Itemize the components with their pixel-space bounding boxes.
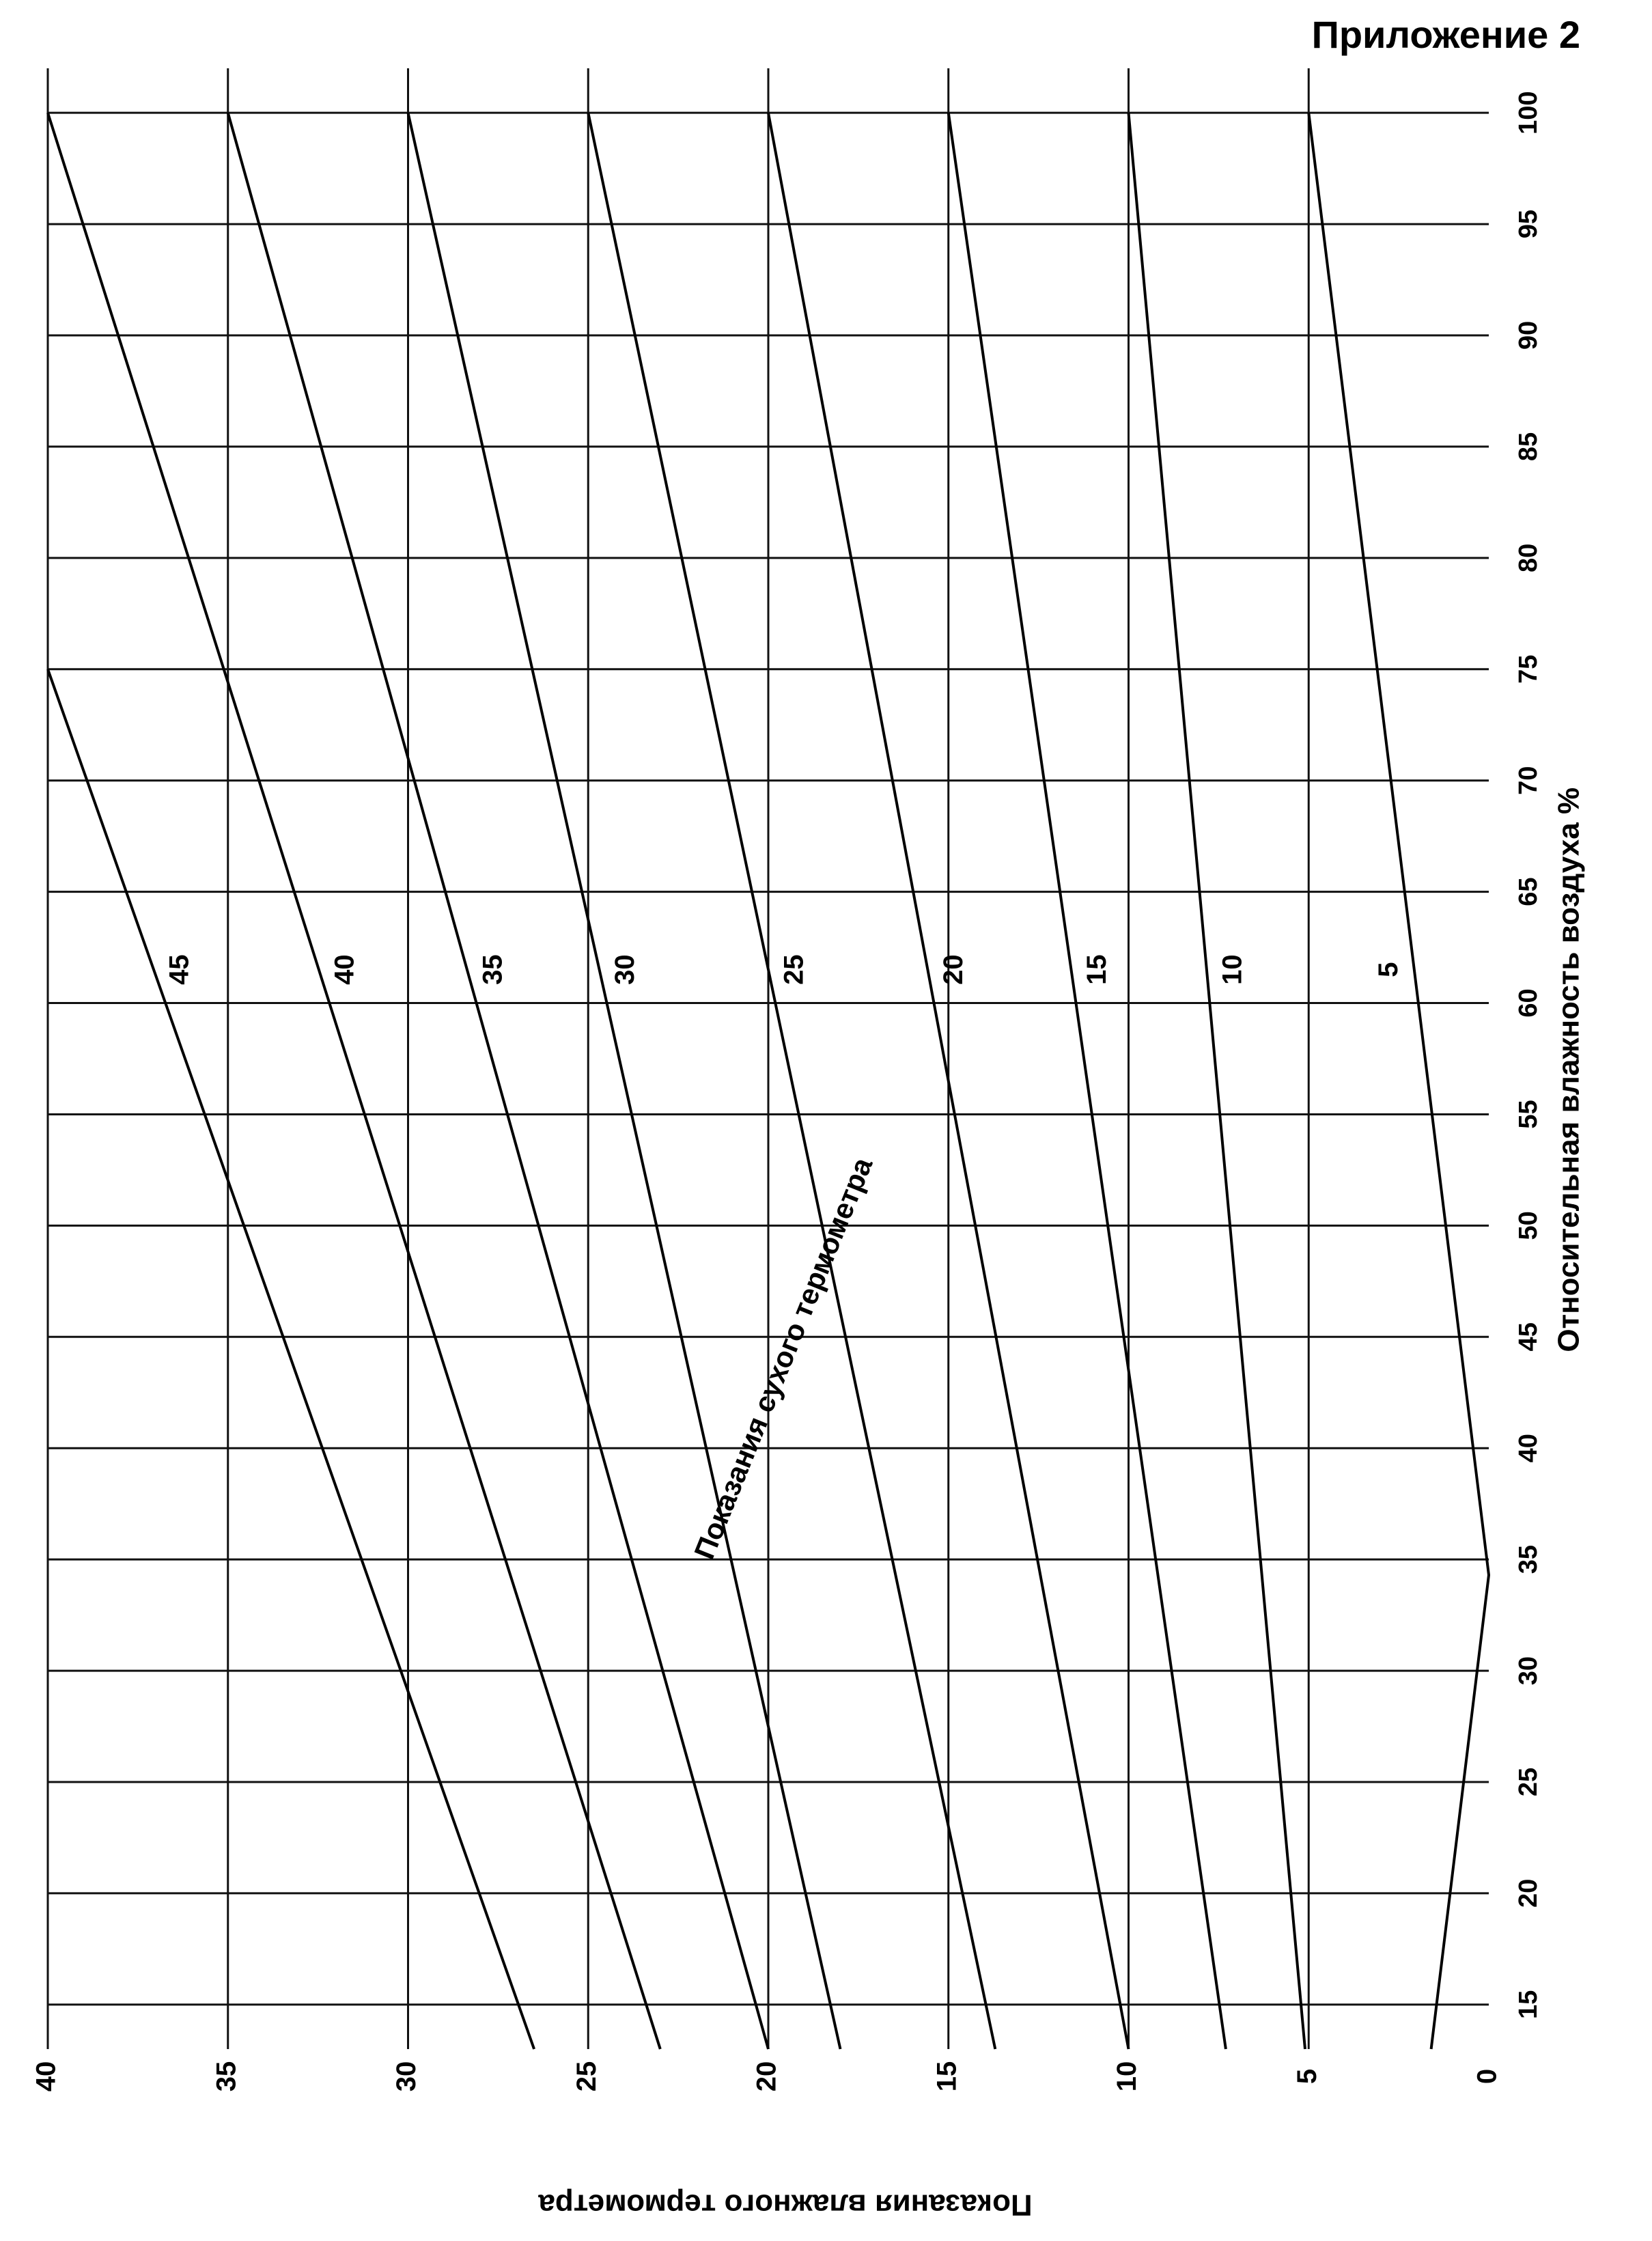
y-tick-label-0: 0 [1472,2068,1502,2085]
x-tick-label-85: 85 [1514,432,1543,462]
series-label-40: 40 [329,954,360,985]
x-tick-label-100: 100 [1514,91,1543,135]
x-tick-label-40: 40 [1514,1434,1543,1463]
series-label-15: 15 [1082,954,1112,985]
x-tick-label-55: 55 [1514,1100,1543,1129]
x-tick-label-15: 15 [1514,1990,1543,2019]
y-axis-label: Показания влажного термометра [538,2188,1033,2222]
series-line-25 [588,113,995,2049]
y-tick-label-20: 20 [751,2061,782,2092]
series-label-20: 20 [938,954,968,985]
y-tick-label-15: 15 [932,2061,962,2092]
x-tick-label-30: 30 [1514,1656,1543,1686]
x-tick-label-20: 20 [1514,1878,1543,1908]
x-tick-label-70: 70 [1514,766,1543,795]
page-title: Приложение 2 [1311,13,1580,56]
y-tick-label-40: 40 [31,2061,61,2092]
x-tick-label-60: 60 [1514,988,1543,1018]
series-line-45 [48,669,534,2049]
series-line-10 [1129,113,1306,2049]
series-label-5: 5 [1373,962,1404,977]
x-tick-label-45: 45 [1514,1322,1543,1352]
series-label-45: 45 [164,954,195,985]
series-label-30: 30 [610,954,641,985]
x-tick-label-90: 90 [1514,320,1543,350]
x-tick-label-75: 75 [1514,654,1543,684]
series-label-25: 25 [779,954,809,985]
x-tick-label-25: 25 [1514,1767,1543,1797]
series-line-15 [949,113,1226,2049]
x-tick-label-65: 65 [1514,877,1543,906]
x-tick-label-35: 35 [1514,1545,1543,1574]
x-tick-label-80: 80 [1514,543,1543,572]
x-axis-label: Относительная влажность воздуха % [1552,787,1586,1352]
series-label-35: 35 [477,954,508,985]
series-group-label: Показания сухого термометра [688,1153,879,1564]
x-tick-label-95: 95 [1514,209,1543,239]
series-line-5 [1308,113,1489,2049]
grid-lines-y [48,68,1308,2049]
series-line-35 [228,113,768,2049]
y-tick-label-30: 30 [391,2061,422,2092]
y-tick-label-10: 10 [1112,2061,1143,2092]
x-tick-label-50: 50 [1514,1211,1543,1240]
series-line-30 [408,113,841,2049]
series-label-10: 10 [1217,954,1248,985]
y-tick-label-5: 5 [1291,2068,1322,2085]
series-line-40 [48,113,660,2049]
y-tick-label-25: 25 [571,2061,602,2092]
y-tick-label-35: 35 [211,2061,242,2092]
